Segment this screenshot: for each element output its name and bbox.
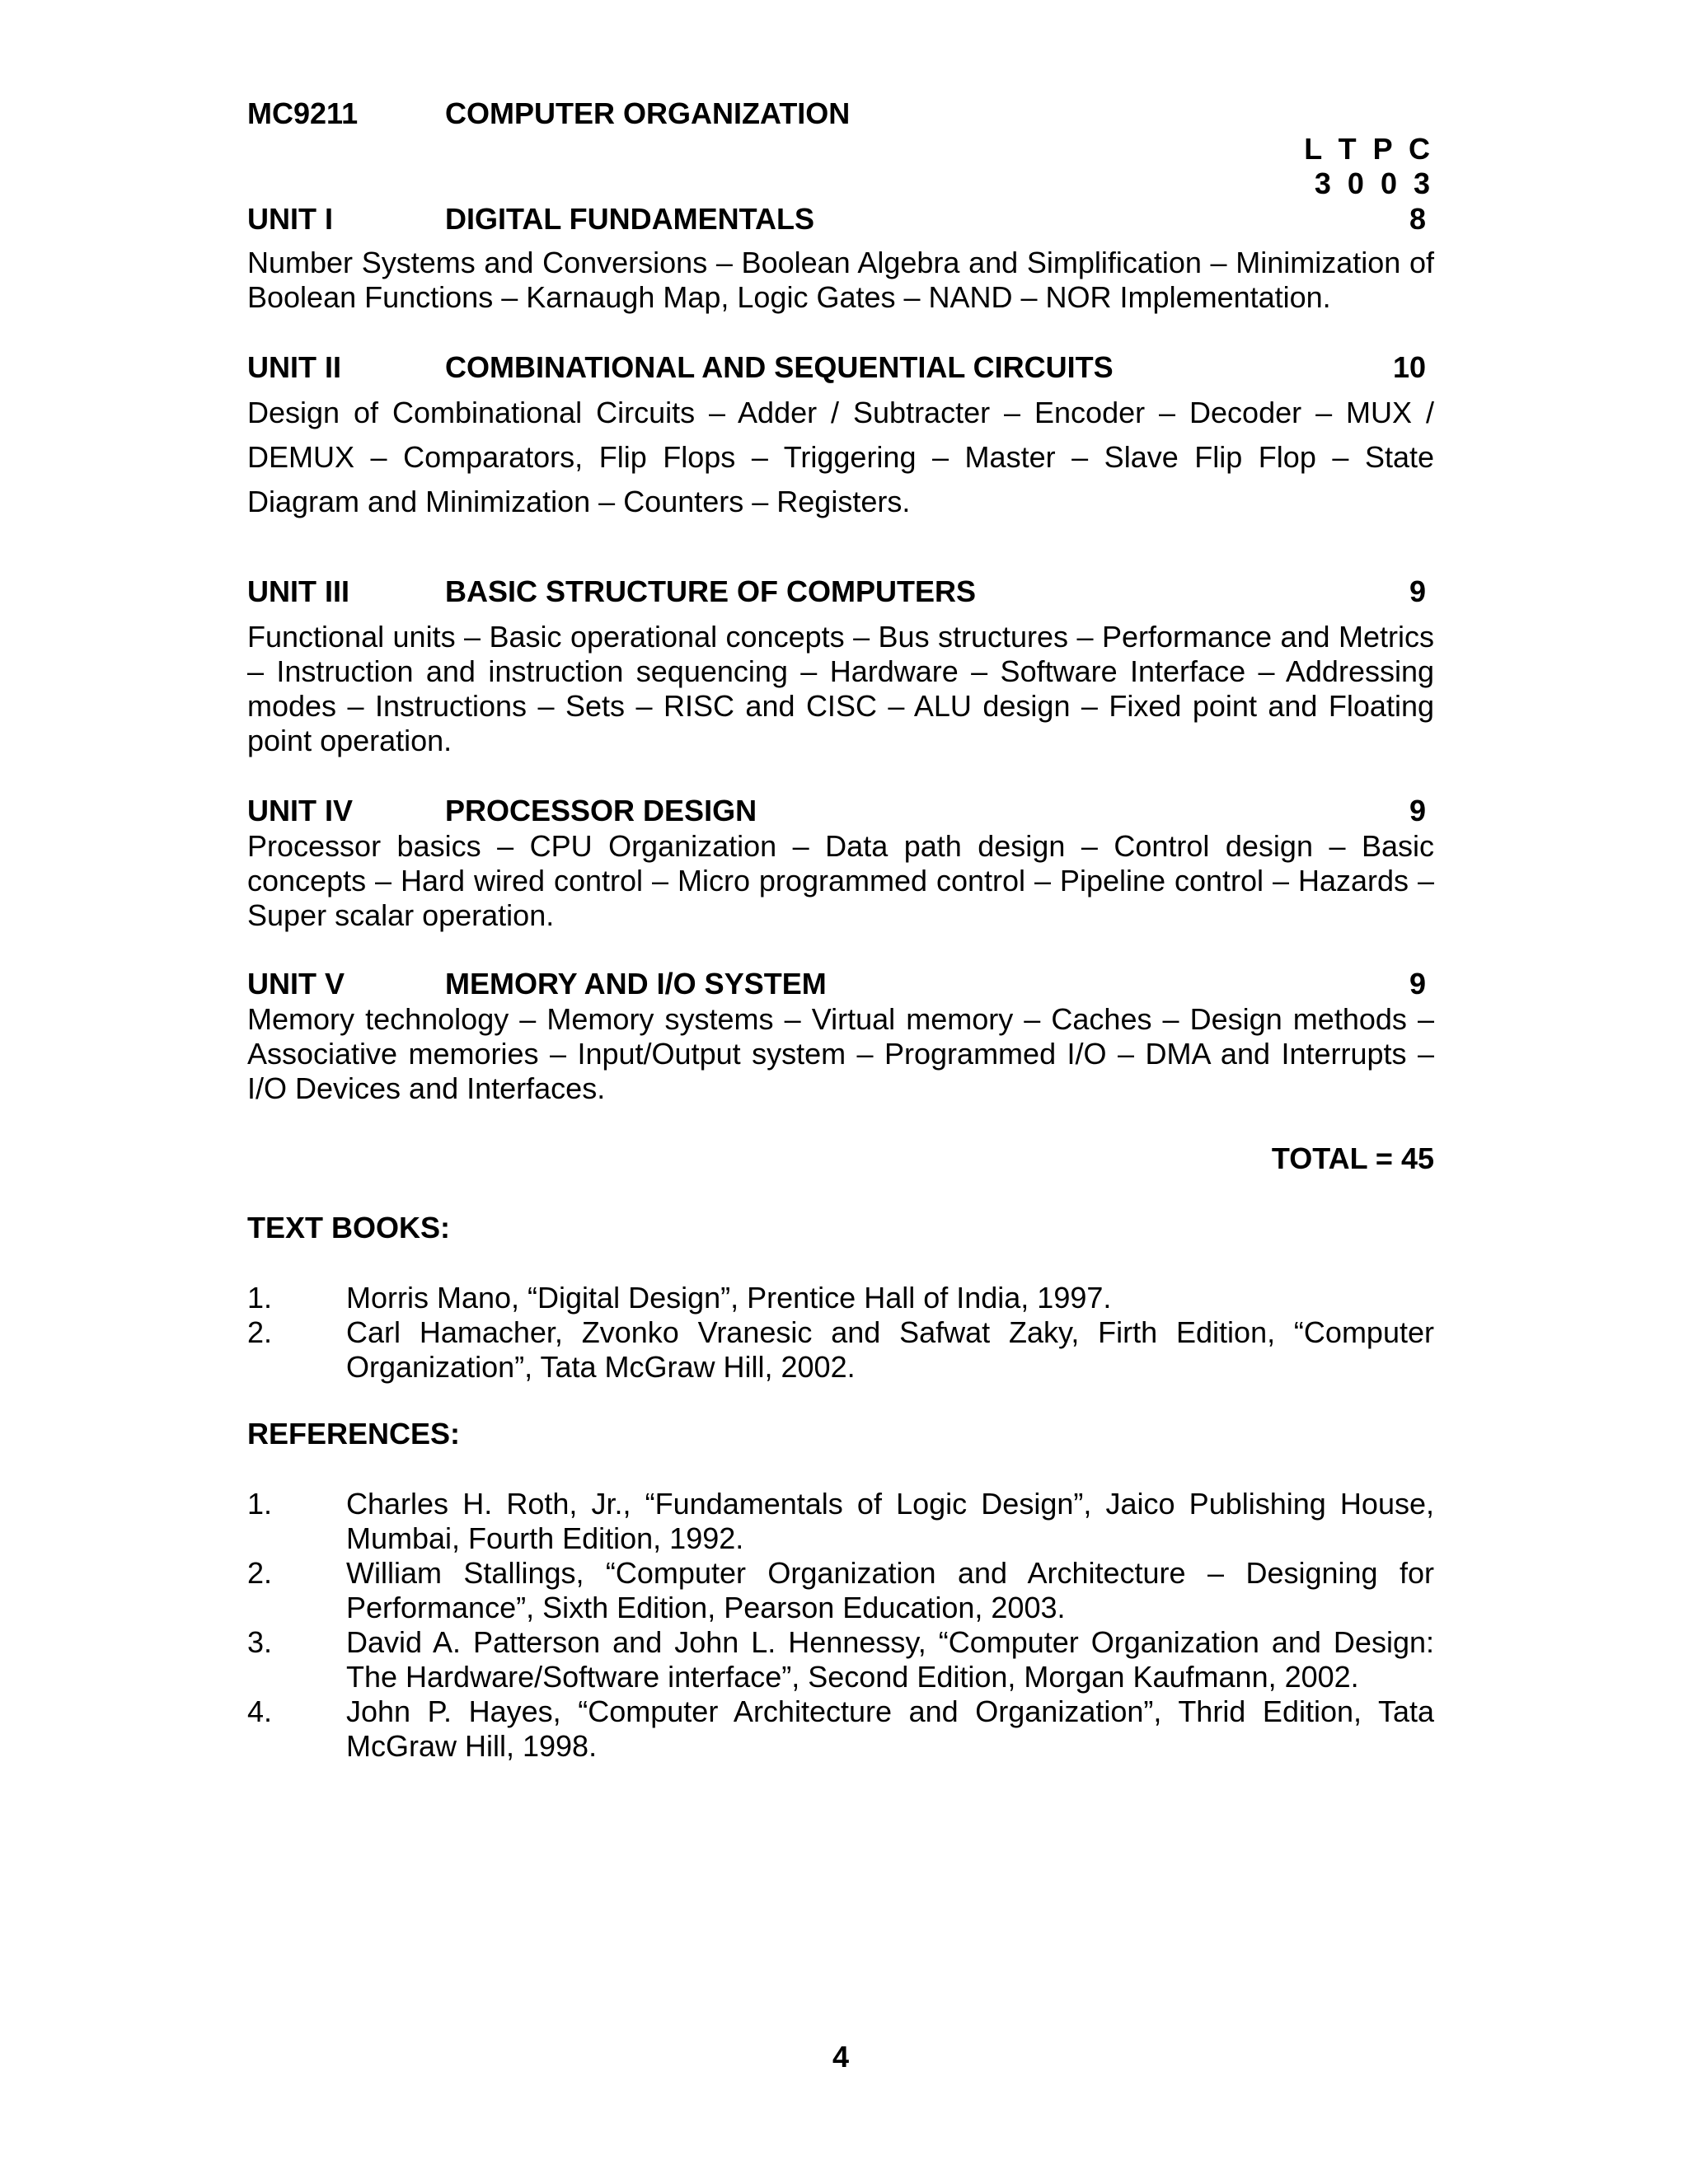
reference-citation: David A. Patterson and John L. Hennessy, “Computer Organization and Design: The Hardware/Software interface”, Second Edition, Morgan Kaufmann, 2002. xyxy=(346,1625,1434,1694)
unit-title: BASIC STRUCTURE OF COMPUTERS xyxy=(445,574,977,608)
book-citation: Carl Hamacher, Zvonko Vranesic and Safwat Zaky, Firth Edition, “Computer Organization”, Tata McGraw Hill, 2002. xyxy=(346,1315,1434,1384)
unit-content-1: Number Systems and Conversions – Boolean Algebra and Simplification – Minimization of Boolean Functions – Karnaugh Map, Logic Gates – NAND – NOR Implementation. xyxy=(247,246,1434,314)
ltpc-values: 3 0 0 3 xyxy=(1314,166,1434,200)
book-citation: Morris Mano, “Digital Design”, Prentice Hall of India, 1997. xyxy=(346,1281,1112,1315)
references-title: REFERENCES: xyxy=(247,1417,461,1451)
page-number: 4 xyxy=(832,2040,850,2074)
reference-citation: John P. Hayes, “Computer Architecture and Organization”, Thrid Edition, Tata McGraw Hill, 1998. xyxy=(346,1694,1434,1763)
unit-label: UNIT II xyxy=(247,350,341,384)
list-item xyxy=(247,1315,1434,1385)
list-item xyxy=(247,1281,1434,1315)
reference-citation: William Stallings, “Computer Organization and Architecture – Designing for Performance”, Sixth Edition, Pearson Education, 2003. xyxy=(346,1556,1434,1624)
references-list xyxy=(247,1487,1434,1764)
list-number: 2. xyxy=(247,1556,273,1590)
list-item xyxy=(247,1487,1434,1556)
unit-content-5: Memory technology – Memory systems – Virtual memory – Caches – Design methods – Associative memories – Input/Output system – Programmed I/O – DMA and Interrupts – I/O Devices and Interfaces. xyxy=(247,1002,1434,1105)
list-number: 1. xyxy=(247,1487,273,1521)
list-number: 4. xyxy=(247,1694,273,1728)
unit-hours: 9 xyxy=(1409,574,1426,608)
unit-hours: 9 xyxy=(1409,967,1426,1001)
unit-hours: 9 xyxy=(1409,794,1426,827)
unit-content-4: Processor basics – CPU Organization – Data path design – Control design – Basic concepts – Hard wired control – Micro programmed control – Pipeline control – Hazards – Super scalar operation. xyxy=(247,829,1434,932)
unit-content-3: Functional units – Basic operational concepts – Bus structures – Performance and Metrics – Instruction and instruction sequencing – Hardware – Software Interface – Addressing modes – Instructions – Sets – RISC and CISC – ALU design – Fixed point and Floating point operation. xyxy=(247,620,1434,757)
unit-title: PROCESSOR DESIGN xyxy=(445,794,757,827)
unit-title: MEMORY AND I/O SYSTEM xyxy=(445,967,827,1001)
unit-label: UNIT I xyxy=(247,202,333,236)
unit-label: UNIT V xyxy=(247,967,345,1001)
unit-label: UNIT IV xyxy=(247,794,354,827)
unit-label: UNIT III xyxy=(247,574,349,608)
unit-hours: 8 xyxy=(1409,202,1426,236)
list-item xyxy=(247,1625,1434,1694)
list-number: 1. xyxy=(247,1281,273,1315)
text-books-list xyxy=(247,1281,1434,1385)
ltpc-header: L T P C xyxy=(1304,132,1434,166)
list-item xyxy=(247,1556,1434,1625)
total-hours: TOTAL = 45 xyxy=(1271,1141,1434,1175)
unit-title: COMBINATIONAL AND SEQUENTIAL CIRCUITS xyxy=(445,350,1114,384)
course-code: MC9211 xyxy=(247,96,359,130)
unit-hours: 10 xyxy=(1392,350,1426,384)
list-number: 2. xyxy=(247,1315,273,1349)
syllabus-page xyxy=(247,0,1434,2184)
course-title: COMPUTER ORGANIZATION xyxy=(445,96,851,130)
unit-content-2: Design of Combinational Circuits – Adder / Subtracter – Encoder – Decoder – MUX / DEMUX – Comparators, Flip Flops – Triggering – Master – Slave Flip Flop – State Diagram and Minimization – Counters – Registers. xyxy=(247,396,1434,518)
list-item xyxy=(247,1694,1434,1764)
reference-citation: Charles H. Roth, Jr., “Fundamentals of Logic Design”, Jaico Publishing House, Mumbai, Fourth Edition, 1992. xyxy=(346,1487,1434,1555)
text-books-title: TEXT BOOKS: xyxy=(247,1211,451,1244)
unit-title: DIGITAL FUNDAMENTALS xyxy=(445,202,814,236)
list-number: 3. xyxy=(247,1625,273,1659)
